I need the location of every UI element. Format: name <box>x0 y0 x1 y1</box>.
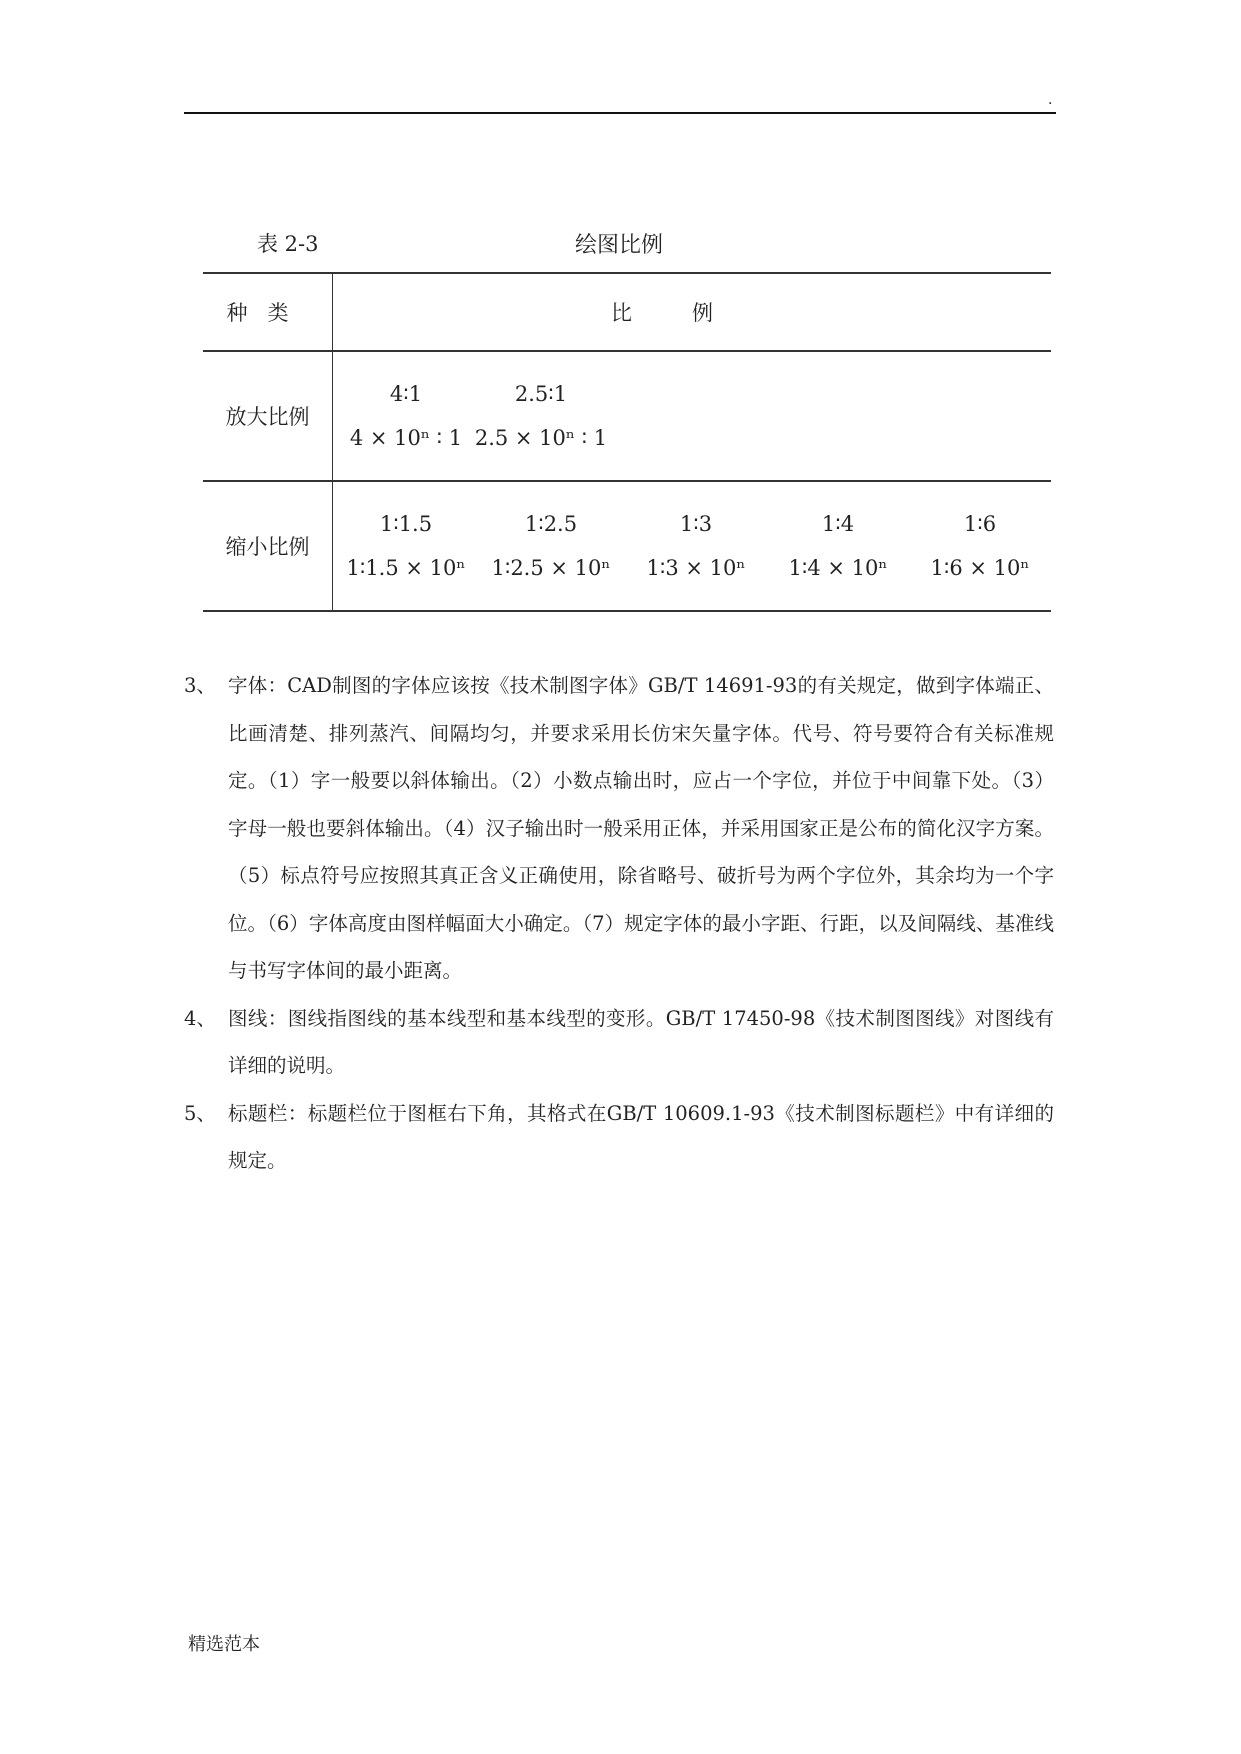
footer-text: 精选范本 <box>188 1634 260 1655</box>
ratio-cell: 4 × 10ⁿ ∶ 1 <box>349 426 463 450</box>
header-kind: 种类 <box>203 273 333 351</box>
header-rule <box>184 112 1056 114</box>
ratio-cell: 1∶4 × 10ⁿ <box>788 556 888 580</box>
ratio-cell: 1∶4 <box>821 512 855 536</box>
ratio-cell: 4∶1 <box>389 382 423 406</box>
ratio-cell: 1∶2.5 × 10ⁿ <box>491 556 611 580</box>
paragraph-number: 5、 <box>184 1101 216 1125</box>
paragraph-text: 字体：CAD制图的字体应该按《技术制图字体》GB/T 14691-93的有关规定，做到字体端正、比画清楚、排列蒸汽、间隔均匀，并要求采用长仿宋矢量字体。代号、符号要符合有关标准规定。（1）字一般要以斜体输出。（2）小数点输出时，应占一个字位，并位于中间靠下处。（3）字母一般也要斜体输出。（4）汉子输出时一般采用正体，并采用国家正是公布的简化汉字方案。（5）标点符号应按照其真正含义正确使用，除省略号、破折号为两个字位外，其余均为一个字位。（6）字体高度由图样幅面大小确定。（7）规定字体的最小字距、行距，以及间隔线、基准线与书写字体间的最小距离。 <box>228 674 1054 982</box>
ratio-cell: 1∶2.5 <box>524 512 578 536</box>
paragraph-number: 3、 <box>184 674 216 697</box>
row-ratios-reduce <box>333 481 1052 611</box>
paragraph-text: 标题栏：标题栏位于图框右下角，其格式在GB/T 10609.1-93《技术制图标题栏》中有详细的规定。 <box>228 1101 1054 1172</box>
ratio-cell: 1∶3 × 10ⁿ <box>646 556 746 580</box>
table-row-enlarge <box>203 351 1051 481</box>
body-text <box>184 662 1054 1185</box>
ratio-cell: 1∶3 <box>679 512 713 536</box>
ratio-cell: 2.5 × 10ⁿ ∶ 1 <box>474 426 608 450</box>
paragraph-3 <box>184 662 1054 995</box>
header-dot: . <box>1048 92 1053 108</box>
ratio-cell: 1∶6 × 10ⁿ <box>930 556 1030 580</box>
row-ratios-enlarge <box>333 351 1052 481</box>
row-kind-enlarge: 放大比例 <box>203 351 333 481</box>
paragraph-5 <box>184 1090 1054 1185</box>
table-caption <box>203 228 1051 270</box>
table-title: 绘图比例 <box>575 233 664 258</box>
header-ratio: 比例 <box>611 301 773 325</box>
ratio-cell: 1∶1.5 <box>379 512 433 536</box>
row-kind-reduce: 缩小比例 <box>203 481 333 611</box>
scale-table-block <box>203 228 1051 580</box>
paragraph-4 <box>184 995 1054 1090</box>
ratio-cell: 1∶1.5 × 10ⁿ <box>346 556 466 580</box>
table-row-reduce <box>203 481 1051 611</box>
paragraph-text: 图线：图线指图线的基本线型和基本线型的变形。GB/T 17450-98《技术制图图线》对图线有详细的说明。 <box>228 1006 1054 1077</box>
table-number: 表 2-3 <box>257 232 319 256</box>
scale-table <box>203 272 1051 612</box>
paragraph-number: 4、 <box>184 1006 216 1030</box>
table-header-row <box>203 273 1051 351</box>
ratio-cell: 2.5∶1 <box>514 382 568 406</box>
ratio-cell: 1∶6 <box>963 512 997 536</box>
